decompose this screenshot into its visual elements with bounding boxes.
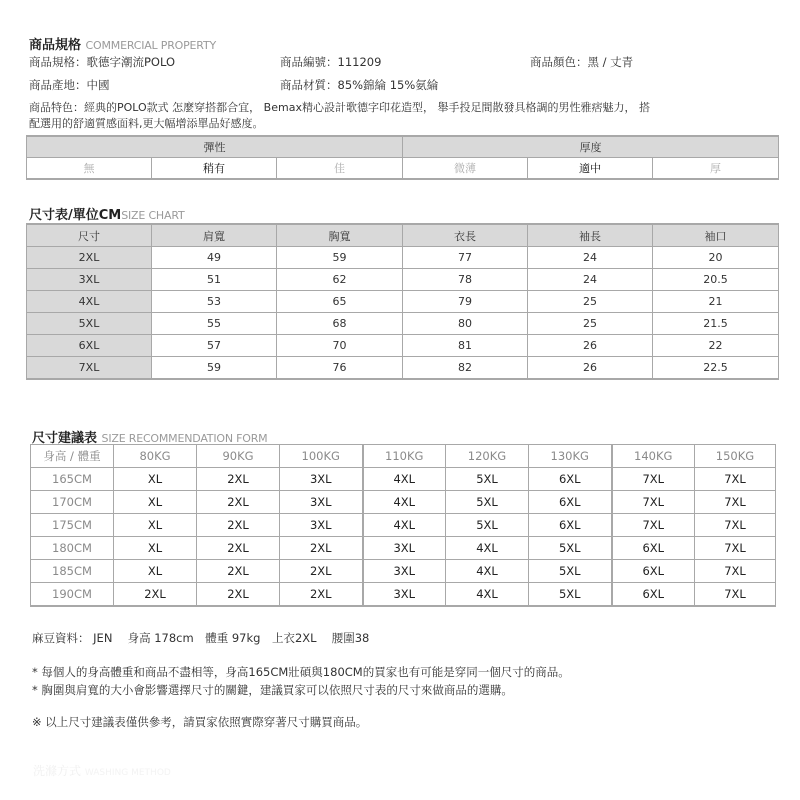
size-value-cell: 51 bbox=[152, 269, 277, 291]
size-value-cell: 24 bbox=[528, 247, 653, 269]
recommended-size-cell: 7XL bbox=[695, 560, 776, 583]
recommended-size-cell: 7XL bbox=[695, 491, 776, 514]
recommended-size-cell: 2XL bbox=[280, 583, 363, 607]
recommendation-header-cell: 80KG bbox=[114, 445, 197, 468]
recommended-size-cell: 7XL bbox=[612, 491, 695, 514]
size-chart-row bbox=[27, 269, 779, 291]
size-value-cell: 80 bbox=[403, 313, 528, 335]
product-origin: 商品產地：中國 bbox=[29, 78, 110, 92]
commercial-property-title bbox=[29, 34, 216, 53]
size-label-cell: 7XL bbox=[27, 357, 152, 380]
note-line: * 胸圍與肩寬的大小會影響選擇尺寸的關鍵，建議買家可以依照尺寸表的尺寸來做商品的選購。 bbox=[32, 683, 513, 697]
size-recommendation-table bbox=[30, 444, 776, 607]
size-value-cell: 62 bbox=[277, 269, 403, 291]
size-chart-header-row bbox=[27, 224, 779, 247]
size-value-cell: 59 bbox=[152, 357, 277, 380]
recommended-size-cell: XL bbox=[114, 468, 197, 491]
size-value-cell: 68 bbox=[277, 313, 403, 335]
recommendation-header-cell: 110KG bbox=[363, 445, 446, 468]
washing-method-title-en: WASHING METHOD bbox=[84, 768, 171, 778]
fabric-values-row bbox=[27, 158, 779, 180]
size-value-cell: 22.5 bbox=[653, 357, 779, 380]
recommended-size-cell: 5XL bbox=[529, 537, 612, 560]
washing-method-title-zh: 洗滌方式 bbox=[33, 764, 82, 778]
recommended-size-cell: 3XL bbox=[280, 514, 363, 537]
size-value-cell: 57 bbox=[152, 335, 277, 357]
size-value-cell: 20.5 bbox=[653, 269, 779, 291]
recommended-size-cell: 2XL bbox=[197, 514, 280, 537]
recommendation-header-cell: 140KG bbox=[612, 445, 695, 468]
size-chart-header-cell: 袖口 bbox=[653, 224, 779, 247]
size-value-cell: 22 bbox=[653, 335, 779, 357]
size-value-cell: 26 bbox=[528, 335, 653, 357]
recommended-size-cell: 7XL bbox=[695, 468, 776, 491]
recommendation-header-cell: 身高 / 體重 bbox=[31, 445, 114, 468]
size-chart-header-cell: 尺寸 bbox=[27, 224, 152, 247]
size-chart-table bbox=[26, 223, 779, 380]
recommended-size-cell: 3XL bbox=[280, 491, 363, 514]
recommended-size-cell: 3XL bbox=[363, 560, 446, 583]
product-spec: 商品規格：歌德字潮流POLO bbox=[29, 55, 176, 69]
recommended-size-cell: 3XL bbox=[280, 468, 363, 491]
recommended-size-cell: 4XL bbox=[446, 560, 529, 583]
size-value-cell: 21 bbox=[653, 291, 779, 313]
recommended-size-cell: 4XL bbox=[363, 468, 446, 491]
height-label-cell: 190CM bbox=[31, 583, 114, 607]
size-chart-row bbox=[27, 357, 779, 380]
recommended-size-cell: 6XL bbox=[529, 514, 612, 537]
recommendation-header-cell: 90KG bbox=[197, 445, 280, 468]
thickness-option: 微薄 bbox=[403, 158, 528, 180]
size-chart-title-zh: 尺寸表/單位CM bbox=[29, 208, 122, 223]
recommended-size-cell: 5XL bbox=[446, 514, 529, 537]
recommendation-header-cell: 120KG bbox=[446, 445, 529, 468]
size-chart-header-cell: 袖長 bbox=[528, 224, 653, 247]
size-chart-title-en: SIZE CHART bbox=[121, 209, 185, 222]
size-chart-header-cell: 衣長 bbox=[403, 224, 528, 247]
commercial-property-title-zh: 商品規格 bbox=[29, 38, 82, 53]
size-value-cell: 76 bbox=[277, 357, 403, 380]
recommendation-row bbox=[31, 537, 776, 560]
recommended-size-cell: XL bbox=[114, 514, 197, 537]
recommended-size-cell: 2XL bbox=[280, 537, 363, 560]
recommendation-header-cell: 130KG bbox=[529, 445, 612, 468]
recommended-size-cell: 3XL bbox=[363, 537, 446, 560]
recommended-size-cell: 4XL bbox=[446, 583, 529, 607]
recommended-size-cell: 6XL bbox=[529, 468, 612, 491]
disclaimer: ※ 以上尺寸建議表僅供參考，請買家依照實際穿著尺寸購買商品。 bbox=[32, 715, 368, 729]
size-value-cell: 79 bbox=[403, 291, 528, 313]
size-label-cell: 4XL bbox=[27, 291, 152, 313]
size-value-cell: 65 bbox=[277, 291, 403, 313]
size-label-cell: 5XL bbox=[27, 313, 152, 335]
recommended-size-cell: XL bbox=[114, 491, 197, 514]
elasticity-option: 無 bbox=[27, 158, 152, 180]
size-chart-title bbox=[29, 204, 184, 223]
height-label-cell: 175CM bbox=[31, 514, 114, 537]
recommendation-row bbox=[31, 560, 776, 583]
recommended-size-cell: 2XL bbox=[114, 583, 197, 607]
size-value-cell: 81 bbox=[403, 335, 528, 357]
elasticity-option: 佳 bbox=[277, 158, 403, 180]
recommended-size-cell: 2XL bbox=[197, 583, 280, 607]
thickness-option: 適中 bbox=[528, 158, 653, 180]
product-feature-line1: 商品特色：經典的POLO款式 怎麼穿搭都合宜， Bemax精心設計歌德字印花造型， 舉手投足間散發具格調的男性雅痞魅力， 搭 bbox=[29, 101, 650, 114]
size-value-cell: 70 bbox=[277, 335, 403, 357]
size-value-cell: 59 bbox=[277, 247, 403, 269]
recommendation-header-cell: 150KG bbox=[695, 445, 776, 468]
size-value-cell: 24 bbox=[528, 269, 653, 291]
model-info: 麻豆資料： JEN 身高 178cm 體重 97kg 上衣2XL 腰圍38 bbox=[32, 631, 370, 645]
product-color: 商品顏色：黑 / 丈青 bbox=[530, 55, 634, 69]
note-line: * 每個人的身高體重和商品不盡相等，身高165CM壯碩與180CM的買家也有可能是穿同一個尺寸的商品。 bbox=[32, 665, 570, 679]
size-chart-row bbox=[27, 335, 779, 357]
recommendation-header-cell: 100KG bbox=[280, 445, 363, 468]
height-label-cell: 165CM bbox=[31, 468, 114, 491]
size-value-cell: 25 bbox=[528, 313, 653, 335]
recommendation-row bbox=[31, 583, 776, 607]
recommended-size-cell: 7XL bbox=[695, 583, 776, 607]
recommended-size-cell: XL bbox=[114, 537, 197, 560]
recommended-size-cell: 2XL bbox=[280, 560, 363, 583]
recommended-size-cell: 7XL bbox=[612, 514, 695, 537]
recommended-size-cell: 7XL bbox=[695, 514, 776, 537]
size-chart-row bbox=[27, 247, 779, 269]
height-label-cell: 185CM bbox=[31, 560, 114, 583]
recommended-size-cell: 6XL bbox=[612, 537, 695, 560]
recommendation-header-row bbox=[31, 445, 776, 468]
recommended-size-cell: 2XL bbox=[197, 468, 280, 491]
fabric-table bbox=[26, 135, 779, 180]
washing-method-title bbox=[33, 762, 171, 779]
recommendation-title-zh: 尺寸建議表 bbox=[32, 431, 98, 446]
size-label-cell: 3XL bbox=[27, 269, 152, 291]
product-material: 商品材質：85%錦綸 15%氨綸 bbox=[280, 78, 439, 92]
recommended-size-cell: 5XL bbox=[529, 583, 612, 607]
recommendation-title-en: SIZE RECOMMENDATION FORM bbox=[101, 432, 268, 445]
size-value-cell: 20 bbox=[653, 247, 779, 269]
recommended-size-cell: 4XL bbox=[446, 537, 529, 560]
thickness-option: 厚 bbox=[653, 158, 779, 180]
recommended-size-cell: 6XL bbox=[529, 491, 612, 514]
recommended-size-cell: 6XL bbox=[612, 583, 695, 607]
size-value-cell: 21.5 bbox=[653, 313, 779, 335]
size-value-cell: 77 bbox=[403, 247, 528, 269]
fabric-header-row bbox=[27, 136, 779, 158]
commercial-property-title-en: COMMERCIAL PROPERTY bbox=[85, 39, 216, 52]
recommended-size-cell: 7XL bbox=[695, 537, 776, 560]
size-chart-row bbox=[27, 291, 779, 313]
size-value-cell: 78 bbox=[403, 269, 528, 291]
recommended-size-cell: 7XL bbox=[612, 468, 695, 491]
size-label-cell: 6XL bbox=[27, 335, 152, 357]
recommended-size-cell: XL bbox=[114, 560, 197, 583]
recommendation-row bbox=[31, 468, 776, 491]
height-label-cell: 180CM bbox=[31, 537, 114, 560]
recommended-size-cell: 5XL bbox=[446, 491, 529, 514]
recommended-size-cell: 2XL bbox=[197, 560, 280, 583]
product-feature-line2: 配選用的舒適質感面料,更大幅增添單品好感度。 bbox=[29, 117, 264, 130]
size-value-cell: 82 bbox=[403, 357, 528, 380]
recommended-size-cell: 5XL bbox=[446, 468, 529, 491]
size-value-cell: 53 bbox=[152, 291, 277, 313]
size-value-cell: 49 bbox=[152, 247, 277, 269]
recommendation-row bbox=[31, 514, 776, 537]
size-chart-header-cell: 肩寬 bbox=[152, 224, 277, 247]
recommended-size-cell: 4XL bbox=[363, 491, 446, 514]
thickness-header: 厚度 bbox=[403, 136, 779, 158]
size-value-cell: 26 bbox=[528, 357, 653, 380]
height-label-cell: 170CM bbox=[31, 491, 114, 514]
size-value-cell: 55 bbox=[152, 313, 277, 335]
size-chart-header-cell: 胸寬 bbox=[277, 224, 403, 247]
recommended-size-cell: 2XL bbox=[197, 537, 280, 560]
recommended-size-cell: 6XL bbox=[612, 560, 695, 583]
product-code: 商品編號：111209 bbox=[280, 55, 382, 69]
size-label-cell: 2XL bbox=[27, 247, 152, 269]
recommended-size-cell: 3XL bbox=[363, 583, 446, 607]
recommended-size-cell: 4XL bbox=[363, 514, 446, 537]
elasticity-header: 彈性 bbox=[27, 136, 403, 158]
size-chart-row bbox=[27, 313, 779, 335]
recommendation-row bbox=[31, 491, 776, 514]
elasticity-option: 稍有 bbox=[152, 158, 277, 180]
size-value-cell: 25 bbox=[528, 291, 653, 313]
recommended-size-cell: 2XL bbox=[197, 491, 280, 514]
recommended-size-cell: 5XL bbox=[529, 560, 612, 583]
